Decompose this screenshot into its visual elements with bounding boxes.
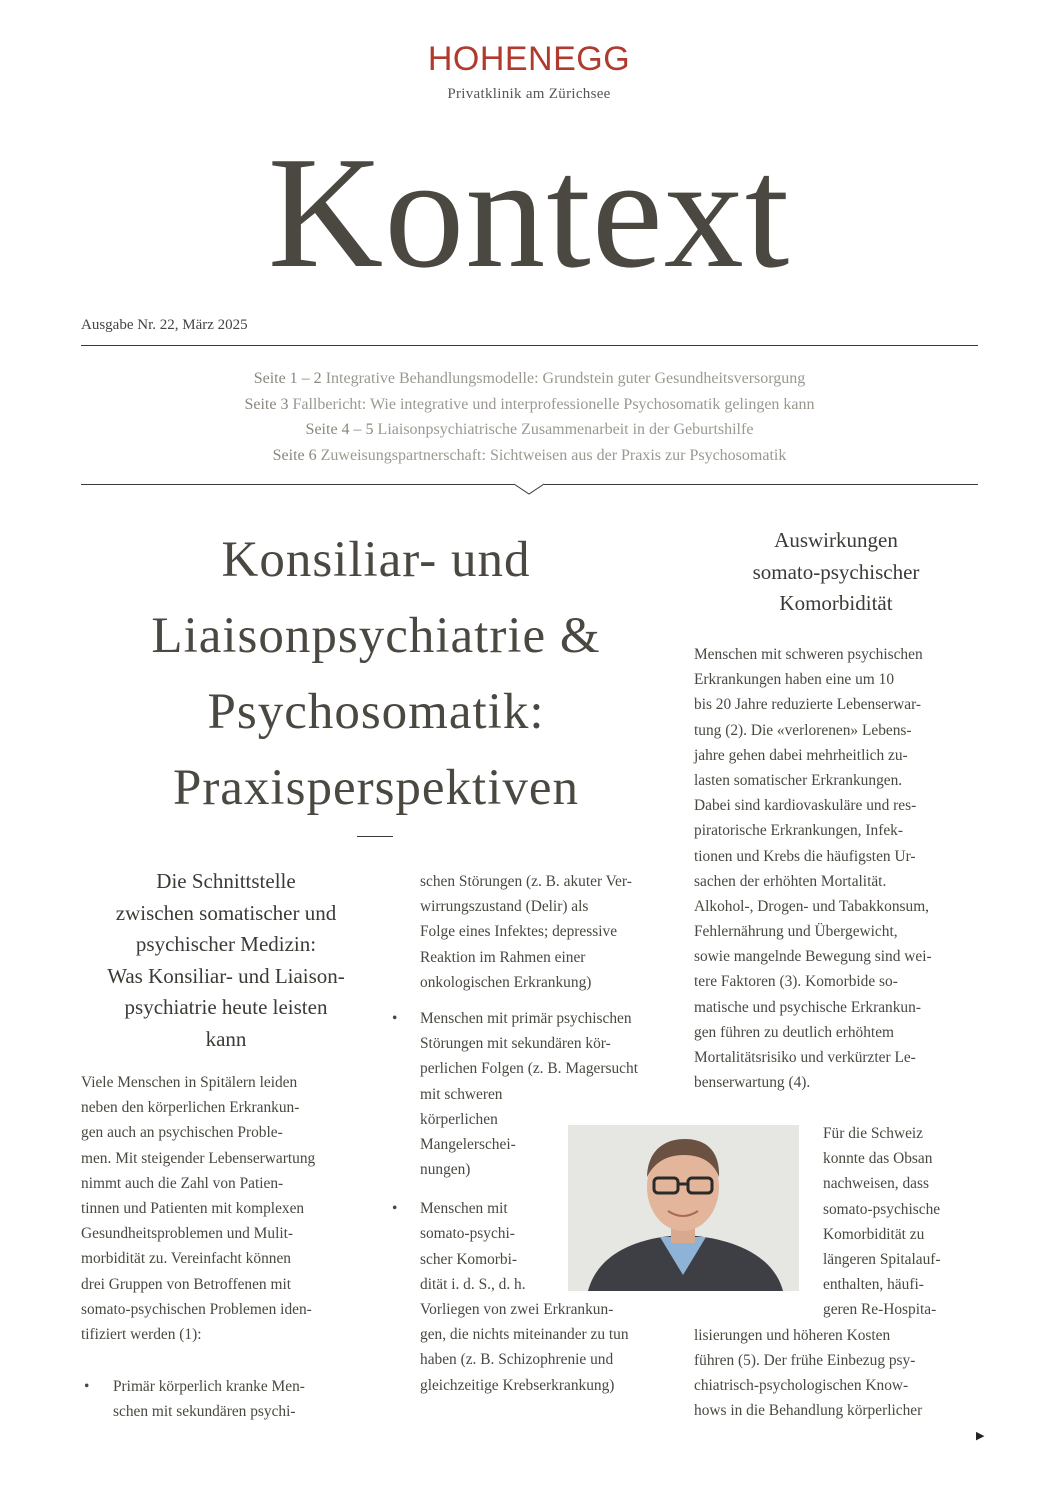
body-line: Erkrankungen haben eine um 10 <box>694 671 895 689</box>
headline-line: Psychosomatik: <box>207 684 545 740</box>
body-line: tifiziert werden (1): <box>81 1325 202 1343</box>
bullet-icon: • <box>392 1009 398 1027</box>
body-line: Mortalitätsrisiko und verkürzter Le- <box>694 1049 916 1066</box>
divider-notch-icon <box>514 479 544 495</box>
bullet-line: dität i. d. S., d. h. <box>420 1275 526 1293</box>
body-line: Für die Schweiz <box>823 1125 924 1142</box>
body-line: tinnen und Patienten mit komplexen <box>81 1199 305 1217</box>
toc-entry[interactable] <box>81 443 978 469</box>
body-line: tung (2). Die «verlorenen» Lebens- <box>694 721 912 739</box>
bullet-line: Folge eines Infektes; depressive <box>420 923 618 941</box>
brand-tagline: Privatklinik am Zürichsee <box>447 86 611 102</box>
toc-title: Zuweisungspartnerschaft: Sichtweisen aus der Praxis zur Psychosomatik <box>320 446 787 464</box>
bullet-line: schen Störungen (z. B. akuter Ver- <box>420 873 632 890</box>
body-line: somato-psychischen Problemen iden- <box>81 1300 312 1318</box>
next-page-icon[interactable]: ▶ <box>976 1429 985 1442</box>
body-line: bis 20 Jahre reduzierte Lebenserwar- <box>694 696 922 714</box>
toc-entry[interactable] <box>81 417 978 443</box>
body-line: längeren Spitalauf- <box>823 1250 941 1268</box>
bullet-line: onkologischen Erkrankung) <box>420 973 592 991</box>
brand-logo: HOHENEGG <box>427 40 631 78</box>
body-line: lisierungen und höheren Kosten <box>694 1326 891 1344</box>
toc-page: Seite 6 <box>272 446 317 464</box>
headline-line: Liaisonpsychiatrie & <box>151 608 601 664</box>
body-line: chiatrisch-psychologischen Know- <box>694 1376 909 1394</box>
toc-title: Liaisonpsychiatrische Zusammenarbeit in der Geburtshilfe <box>377 421 754 438</box>
headline-line: Praxisperspektiven <box>172 760 580 816</box>
bullet-line: gleichzeitige Krebserkrankung) <box>420 1376 615 1394</box>
body-line: drei Gruppen von Betroffenen mit <box>81 1275 291 1293</box>
subheading-line: Die Schnittstelle <box>156 869 296 893</box>
toc-divider-right <box>544 484 978 485</box>
bullet-line: Menschen mit <box>420 1200 508 1218</box>
toc-entry[interactable] <box>81 392 978 418</box>
sidebar-heading <box>694 525 978 620</box>
body-line: lasten somatischer Erkrankungen. <box>694 771 903 789</box>
bullet-line: Vorliegen von zwei Erkrankun- <box>420 1301 614 1318</box>
body-line: morbidität zu. Vereinfacht können <box>81 1250 291 1268</box>
bullet-line: körperlichen <box>420 1110 498 1128</box>
body-line: führen (5). Der frühe Einbezug psy- <box>694 1351 916 1369</box>
sidebar-heading-line: Auswirkungen <box>774 528 898 552</box>
issue-info: Ausgabe Nr. 22, März 2025 <box>81 317 248 333</box>
bullet-line: schen mit sekundären psychi- <box>113 1403 296 1421</box>
bullet-line: Störungen mit sekundären kör- <box>420 1035 611 1053</box>
bullet-line: gen, die nichts miteinander zu tun <box>420 1326 629 1344</box>
bullet-line: Primär körperlich kranke Men- <box>113 1378 305 1395</box>
body-line: Dabei sind kardiovaskuläre und res- <box>694 797 917 815</box>
toc-entry[interactable] <box>81 366 978 392</box>
subheading-line: kann <box>205 1026 247 1051</box>
body-line: men. Mit steigender Lebenserwartung <box>81 1149 316 1167</box>
toc-page: Seite 3 <box>244 395 289 413</box>
table-of-contents <box>81 366 978 468</box>
subheading-line: Was Konsiliar- und Liaison- <box>107 963 345 988</box>
body-line: Gesundheitsproblemen und Mulit- <box>81 1225 294 1243</box>
toc-divider-left <box>81 484 514 485</box>
body-line: Fehlernährung und Übergewicht, <box>694 923 898 941</box>
body-line: gen auch an psychischen Proble- <box>81 1124 283 1142</box>
body-line: nachweisen, dass <box>823 1175 929 1193</box>
column-1-text <box>81 1070 371 1347</box>
column-3-text <box>694 642 984 1095</box>
article-headline <box>81 522 671 826</box>
sidebar-heading-line: Komorbidität <box>779 591 893 615</box>
subheading-line: psychischer Medizin: <box>135 932 317 956</box>
body-line: neben den körperlichen Erkrankun- <box>81 1099 300 1117</box>
subheading-line: psychiatrie heute leisten <box>124 995 328 1019</box>
top-divider <box>81 345 978 346</box>
bullet-line: wirrungszustand (Delir) als <box>420 898 589 916</box>
bullet-item-1 <box>81 1374 371 1424</box>
bullet-line: haben (z. B. Schizophrenie und <box>420 1351 614 1369</box>
body-line: tionen und Krebs die häufigsten Ur- <box>694 847 916 865</box>
bullet-line: nungen) <box>420 1161 471 1179</box>
body-line: Alkohol-, Drogen- und Tabakkonsum, <box>694 897 930 915</box>
toc-title: Fallbericht: Wie integrative und interprofessionelle Psychosomatik gelingen kann <box>292 395 815 413</box>
body-line: hows in die Behandlung körperlicher <box>694 1402 923 1420</box>
body-line: somato-psychische <box>823 1200 941 1218</box>
headline-line: Konsiliar- und <box>221 532 531 588</box>
toc-title: Integrative Behandlungsmodelle: Grundstein guter Gesundheitsversorgung <box>325 370 806 387</box>
body-line: benserwartung (4). <box>694 1074 811 1092</box>
body-line: sachen der erhöhten Mortalität. <box>694 872 887 890</box>
body-line: gen führen zu deutlich erhöhtem <box>694 1023 895 1041</box>
body-line: Menschen mit schweren psychischen <box>694 646 923 663</box>
body-line: Viele Menschen in Spitälern leiden <box>81 1074 298 1091</box>
article-subheading <box>81 866 371 1055</box>
column-3-continued <box>694 1121 984 1423</box>
toc-page: Seite 4 – 5 <box>305 421 374 438</box>
body-line: piratorische Erkrankungen, Infek- <box>694 822 903 840</box>
bullet-line: Mangelerschei- <box>420 1135 516 1153</box>
body-line: nimmt auch die Zahl von Patien- <box>81 1174 284 1192</box>
bullet-line: mit schweren <box>420 1085 503 1103</box>
body-line: sowie mangelnde Bewegung sind wei- <box>694 948 932 966</box>
sidebar-heading-line: somato-psychischer <box>752 559 920 584</box>
body-line: tere Faktoren (3). Komorbide so- <box>694 973 898 991</box>
body-line: enthalten, häufi- <box>823 1276 924 1294</box>
bullet-icon: • <box>392 1200 398 1218</box>
body-line: matische und psychische Erkrankun- <box>694 998 921 1016</box>
body-line: jahre gehen dabei mehrheitlich zu- <box>694 746 908 764</box>
toc-page: Seite 1 – 2 <box>253 370 322 387</box>
bullet-line: Menschen mit primär psychischen <box>420 1009 632 1027</box>
bullet-line: scher Komorbi- <box>420 1250 518 1268</box>
body-line: konnte das Obsan <box>823 1150 933 1168</box>
bullet-icon: • <box>84 1378 90 1395</box>
body-line: geren Re-Hospita- <box>823 1301 937 1319</box>
headline-dash <box>357 836 393 837</box>
masthead-title: Kontext <box>267 123 791 301</box>
bullet-line: perlichen Folgen (z. B. Magersucht <box>420 1060 638 1078</box>
subheading-line: zwischen somatischer und <box>115 900 337 925</box>
bullet-line: Reaktion im Rahmen einer <box>420 948 586 966</box>
bullet-line: somato-psychi- <box>420 1225 515 1243</box>
body-line: Komorbidität zu <box>823 1225 925 1243</box>
